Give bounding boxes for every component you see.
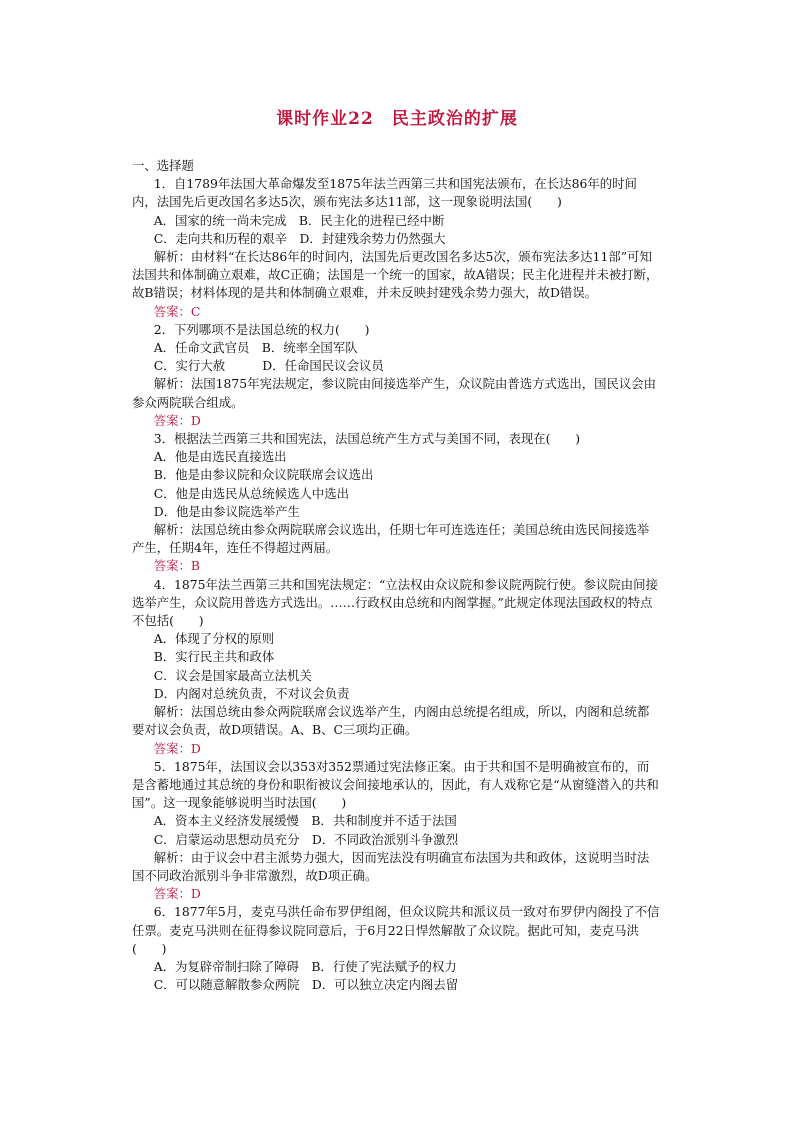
question-4-option-d: D．内阁对总统负责，不对议会负责	[153, 685, 350, 701]
question-5-option-line: C．启蒙运动思想动员充分 D．不同政治派别斗争激烈	[153, 831, 459, 847]
question-4-stem: 4．1875年法兰西第三共和国宪法规定：“立法权由众议院和参议院两院行使。参议院由间接选举产生，众议院用普选方式选出。……行政权由总统和内阁掌握。”此规定体现法国政权的特点不包括( )	[132, 576, 658, 629]
question-2-answer: 答案：D	[153, 412, 201, 428]
question-6-stem: 6．1877年5月，麦克马洪任命布罗伊组阁，但众议院共和派议员一致对布罗伊内阁投了不信任票。麦克马洪则在征得参议院同意后，于6月22日悍然解散了众议院。据此可知，麦克马洪( )	[132, 904, 660, 956]
question-3-option-a: A．他是由选民直接选出	[153, 449, 287, 465]
question-2-option-line: C．实行大赦 D．任命国民议会议员	[153, 358, 384, 374]
question-6-option-line: C．可以随意解散参众两院 D．可以独立决定内阁去留	[153, 977, 459, 993]
question-5-answer: 答案：D	[153, 886, 201, 902]
question-3-option-c: C．他是由选民从总统候选人中选出	[153, 485, 350, 501]
question-2-stem: 2．下列哪项不是法国总统的权力( )	[153, 321, 370, 337]
page-title: 课时作业22 民主政治的扩展	[276, 109, 518, 129]
question-1-option-line: A．国家的统一尚未完成 B．民主化的进程已经中断	[153, 212, 445, 228]
question-6-option-line: A．为复辟帝制扫除了障碍 B．行使了宪法赋予的权力	[153, 958, 457, 974]
question-3-option-b: B．他是由参议院和众议院联席会议选出	[153, 467, 374, 483]
section-heading: 一、选择题	[132, 158, 194, 173]
question-4-answer: 答案：D	[153, 740, 201, 756]
question-5-option-line: A．资本主义经济发展缓慢 B．共和制度并不适于法国	[153, 813, 457, 829]
question-5-stem: 5．1875年，法国议会以353对352票通过宪法修正案。由于共和国不是明确被宣布的，而是含蓄地通过其总统的身份和职衔被议会间接地承认的，因此，有人戏称它是“从窗缝潜入的共和国”。这一现象能够说明当时法国( )	[132, 758, 659, 811]
question-1-answer: 答案：C	[153, 303, 201, 319]
question-1-stem: 1．自1789年法国大革命爆发至1875年法兰西第三共和国宪法颁布，在长达86年的时间内，法国先后更改国名多达5次，颁布宪法多达11部，这一现象说明法国( )	[132, 176, 637, 210]
question-1-analysis: 解析：由材料“在长达86年的时间内，法国先后更改国名多达5次，颁布宪法多达11部”可知法国共和体制确立艰难，故C正确；法国是一个统一的国家，故A错误；民主化进程并未被打断，故B错误；材料体现的是共和体制确立艰难，并未反映封建残余势力强大，故D错误。	[132, 249, 659, 301]
question-4-analysis: 解析：法国总统由参众两院联席会议选举产生，内阁由总统提名组成，所以，内阁和总统都要对议会负责，故D项错误。A、B、C三项均正确。	[132, 704, 650, 738]
question-2-analysis: 解析：法国1875年宪法规定，参议院由间接选举产生，众议院由普选方式选出，国民议会由参众两院联合组成。	[132, 376, 657, 410]
question-5-analysis: 解析：由于议会中君主派势力强大，因而宪法没有明确宣布法国为共和政体，这说明当时法国不同政治派别斗争非常激烈，故D项正确。	[132, 849, 650, 883]
document-body	[132, 157, 660, 994]
question-3-answer: 答案：B	[153, 558, 200, 574]
question-1-option-line: C．走向共和历程的艰辛 D．封建残余势力仍然强大	[153, 230, 446, 246]
question-4-option-b: B．实行民主共和政体	[153, 649, 275, 665]
question-3-analysis: 解析：法国总统由参众两院联席会议选出，任期七年可连选连任；美国总统由选民间接选举产生，任期4年，连任不得超过两届。	[132, 522, 650, 556]
question-2-option-line: A．任命文武官员 B．统率全国军队	[153, 340, 358, 356]
question-4-option-a: A．体现了分权的原则	[153, 631, 275, 647]
question-3-option-d: D．他是由参议院选举产生	[153, 503, 300, 519]
question-4-option-c: C．议会是国家最高立法机关	[153, 667, 312, 683]
question-3-stem: 3．根据法兰西第三共和国宪法，法国总统产生方式与美国不同，表现在( )	[153, 431, 581, 447]
